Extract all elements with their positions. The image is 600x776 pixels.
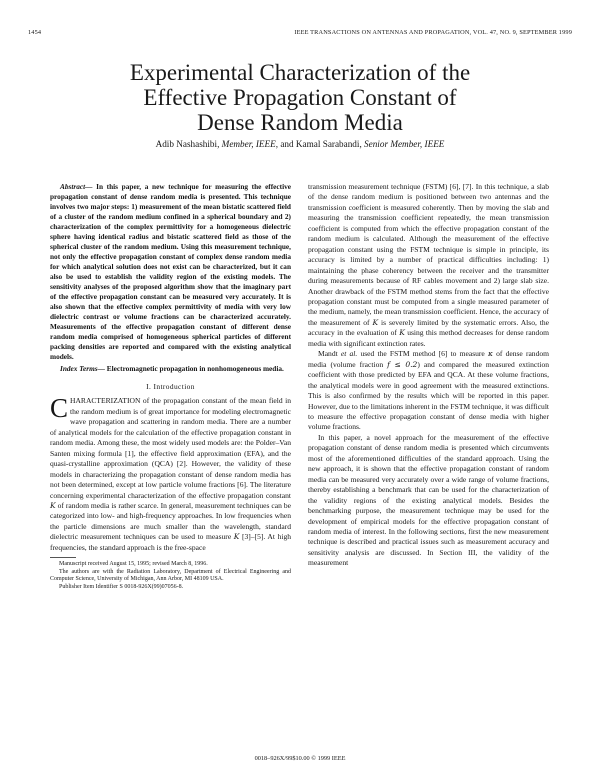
author-name: Adib Nashashibi, bbox=[155, 139, 220, 149]
body-text: transmission measurement technique (FSTM) [6], [7]. In this technique, a slab of the dense random medium is positioned between two antennas and the transmission coefficient is measured coherently. Then by moving the slab and measuring the transmission coefficient repeatedly, the mean transmission coefficient is computed from which the effective propagation constant of the random medium is calculated. Although the measurement of the effective propagation constant using the FSTM technique is simple in principle, its accuracy is limited by a number of practical difficulties including: 1) maintaining the phase coherency between the receiver and the transmitter during measurements because of RF cables movement and 2) large slab size. Another drawback of the FSTM method stems from the fact that the effective propagation constant must be computed from a single measured parameter of the medium, namely, the mean transmission coefficient. Hence, the accuracy of the measurement of bbox=[308, 182, 549, 327]
symbol-k: K bbox=[399, 328, 405, 338]
author-name: and Kamal Sarabandi, bbox=[280, 139, 362, 149]
paper-title bbox=[0, 60, 600, 135]
index-terms-text: Electromagnetic propagation in nonhomogeneous media. bbox=[104, 364, 284, 373]
intro-text: HARACTERIZATION of the propagation constant of the mean field in the random medium is of great importance for modeling electromagnetic wave propagation and scattering in random media. There are a number of analytical models for the calculation of the effective propagation constant in random media. Among these, the most widely used models are: the Polder–Van Santen mixing formula [1], the effective field approximation (EFA), and the quasi-crystalline approximation (QCA) [2]. However, the validity of these models in characterizing the propagation constant of dense random media has not been determined, except at low particle volume fractions [6]. The literature concerning experimental characterization of the effective propagation constant bbox=[50, 396, 291, 500]
index-terms bbox=[50, 364, 291, 374]
body-paragraph bbox=[308, 182, 549, 349]
body-paragraph bbox=[308, 349, 549, 433]
right-column bbox=[308, 182, 549, 569]
footnote: Manuscript received August 15, 1995; revised March 8, 1996. bbox=[59, 561, 208, 568]
title-line: Effective Propagation Constant of bbox=[143, 85, 457, 110]
body-paragraph: In this paper, a novel approach for the measurement of the effective propagation constant of dense random media is presented which circumvents most of the aforementioned difficulties of the standard approach. Using the new approach, it is shown that the effective propagation constant of random media can be measured very accurately over a wide range of volume fractions, thereby establishing a benchmark that can be used for the characterization of the validity regions of the existing analytical models. Besides the benchmarking purpose, the measurement technique may be used for the development of empirical models for the effective propagation constant of random media of interest. In the following sections, first the new measurement technique is described and practical issues such as measurement accuracy and sensitivity analysis are discussed. In Section III, the validity of the measurement bbox=[308, 432, 549, 568]
author-line bbox=[0, 139, 600, 149]
page-number: 1454 bbox=[28, 29, 42, 36]
abstract bbox=[50, 182, 291, 362]
drop-cap: C bbox=[50, 393, 69, 424]
intro-paragraph bbox=[50, 393, 291, 553]
author-role: Senior Member, IEEE bbox=[364, 139, 445, 149]
footnote: The authors are with the Radiation Laboratory, Department of Electrical Engineering and Computer Science, University of Michigan, Ann Arbor, MI 48109 USA. bbox=[50, 568, 291, 583]
body-text: ) and compared the measured extinction coefficient with those predicted by EFA and QCA. At these volume fractions, the analytical models were in good agreement with the measured extinctions. This is also confirmed by the results which will be reported in this paper. However, due to the limitations inherent in the FSTM technique, it was difficult to measure the effective propagation constant of dense media with higher volume fractions. bbox=[308, 359, 550, 432]
copyright-line: 0018–926X/99$10.00 © 1999 IEEE bbox=[254, 755, 346, 762]
author-role: Member, IEEE, bbox=[221, 139, 279, 149]
abstract-label: Abstract— bbox=[60, 182, 93, 191]
footnote: Publisher Item Identifier S 0018-926X(99)07056-8. bbox=[59, 584, 184, 591]
abstract-text: In this paper, a new technique for measuring the effective propagation constant of dense random media is presented. This technique involves two major steps: 1) measurement of the mean bistatic scattered field of a cluster of the random medium confined in a spherical boundary and 2) characterization of the complex permittivity for a homogeneous dielectric sphere having identical radius and bistatic scattered field as those of the spherical cluster of the random medium. Using this measurement technique, not only the effective propagation constant of complex dense random media for which analytical solution does not exist can be characterized, but it can also be used to establish the validity region of the existing models. The sensitivity analyses of the proposed algorithm show that the imaginary part of the effective propagation constant can be measured very accurately. It is also shown that the effective complex permittivity of media with very low dielectric contrast or volume fractions can be characterized accurately. Measurements of the effective propagation constant of different dense random media comprised of homogeneous spherical particles of different packing densities are reported and compared with the existing analytical models. bbox=[50, 182, 291, 361]
section-heading: I. Introduction bbox=[146, 382, 195, 391]
footnotes bbox=[50, 561, 291, 591]
intro-text: of random media is rather scarce. In general, measurement techniques can be categorized into low- and high-frequency approaches. In low frequencies when the particle dimensions are much smaller than the wavelength, standard dielectric measurement techniques can be used to measure bbox=[50, 500, 291, 542]
running-header: IEEE TRANSACTIONS ON ANTENNAS AND PROPAGATION, VOL. 47, NO. 9, SEPTEMBER 1999 bbox=[294, 29, 572, 36]
body-text: is severely limited by the systematic errors. Also, the accuracy in the evaluation of bbox=[308, 317, 549, 338]
symbol-k: K bbox=[233, 532, 240, 542]
symbol-k: K bbox=[50, 500, 56, 510]
intro-text: [3]–[5]. At high frequencies, the standard approach is the free-space bbox=[50, 532, 291, 552]
left-column bbox=[50, 182, 291, 592]
index-terms-label: Index Terms— bbox=[60, 364, 105, 373]
body-text-italic: et al. bbox=[340, 349, 358, 359]
title-line: Dense Random Media bbox=[197, 110, 403, 135]
footnote-rule bbox=[50, 557, 76, 558]
body-text: using this method decreases for dense random media with significant extinction rates. bbox=[308, 328, 549, 348]
title-line: Experimental Characterization of the bbox=[129, 60, 471, 85]
body-text: Mandt bbox=[318, 349, 341, 359]
symbol-volume-fraction: f ≤ 0.2 bbox=[387, 359, 418, 369]
symbol-k: K bbox=[372, 317, 379, 327]
symbol-kappa: κ bbox=[487, 349, 493, 359]
body-text: used the FSTM method [6] to measure bbox=[357, 349, 488, 359]
body-text: of dense random media (volume fraction bbox=[308, 349, 549, 369]
